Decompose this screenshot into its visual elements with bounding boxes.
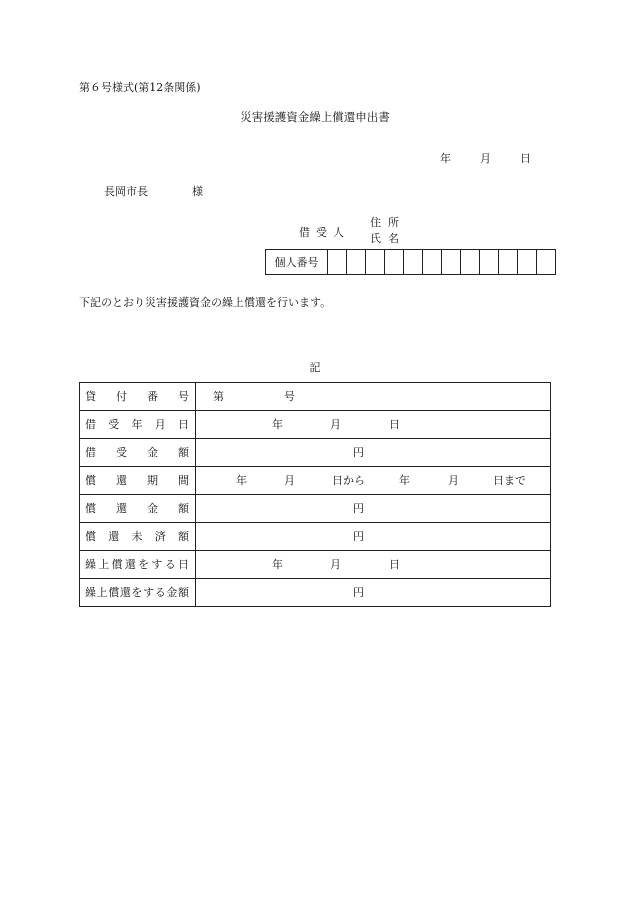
details-table: [79, 382, 551, 607]
value-text: 日: [389, 558, 400, 571]
ki-heading: 記: [309, 361, 321, 374]
value-text: 第: [213, 390, 224, 403]
row-value[interactable]: [196, 579, 551, 607]
value-text: 日まで: [493, 474, 526, 487]
my-number-box: [265, 249, 556, 275]
value-text: 日: [389, 418, 400, 431]
name-label: 氏名: [370, 232, 406, 245]
row-label: [80, 383, 196, 411]
row-label-text: 繰 上 償 還 を す る 金 額: [85, 586, 189, 599]
value-text: 号: [284, 390, 295, 403]
row-value[interactable]: [196, 467, 551, 495]
row-value[interactable]: [196, 523, 551, 551]
row-label-text: 償 還 未 済 額: [85, 530, 189, 543]
table-row: [80, 383, 551, 411]
value-text: 月: [284, 474, 295, 487]
row-label-text: 繰 上 償 還 を す る 日: [85, 558, 189, 571]
value-text: 年: [236, 474, 247, 487]
my-number-digit[interactable]: [461, 250, 480, 275]
borrower-label: 借受人: [299, 226, 350, 239]
value-text: 円: [353, 530, 364, 543]
row-label: [80, 467, 196, 495]
address-label: 住所: [370, 216, 406, 229]
table-row: [80, 551, 551, 579]
my-number-digit[interactable]: [537, 250, 556, 275]
row-value[interactable]: [196, 551, 551, 579]
date-day: 日: [520, 152, 531, 165]
addressee-name: 長岡市長: [104, 185, 148, 198]
row-value[interactable]: [196, 383, 551, 411]
date-line: [440, 153, 531, 164]
my-number-digit[interactable]: [442, 250, 461, 275]
table-row: [80, 411, 551, 439]
row-label-text: 借 受 年 月 日: [85, 418, 189, 431]
my-number-digit[interactable]: [385, 250, 404, 275]
my-number-digit[interactable]: [480, 250, 499, 275]
row-label-text: 償 還 金 額: [85, 502, 189, 515]
value-text: 日から: [332, 474, 365, 487]
addressee-honorific: 様: [192, 185, 203, 198]
value-text: 円: [353, 502, 364, 515]
row-label: [80, 523, 196, 551]
row-label: [80, 411, 196, 439]
row-label: [80, 579, 196, 607]
row-label: [80, 495, 196, 523]
my-number-digit[interactable]: [366, 250, 385, 275]
table-row: [80, 523, 551, 551]
date-month: 月: [480, 152, 491, 165]
addressee: [104, 186, 203, 197]
value-text: 月: [448, 474, 459, 487]
row-value[interactable]: [196, 495, 551, 523]
value-text: 円: [353, 446, 364, 459]
date-year: 年: [440, 152, 451, 165]
value-text: 年: [272, 558, 283, 571]
document-title: 災害援護資金繰上償還申出書: [240, 110, 390, 124]
value-text: 月: [330, 558, 341, 571]
my-number-digit[interactable]: [518, 250, 537, 275]
value-text: 月: [330, 418, 341, 431]
value-text: 円: [353, 586, 364, 599]
table-row: [80, 439, 551, 467]
statement-text: 下記のとおり災害援護資金の繰上償還を行います。: [79, 296, 332, 309]
my-number-label: 個人番号: [266, 250, 328, 275]
row-label: [80, 439, 196, 467]
my-number-digit[interactable]: [328, 250, 347, 275]
table-row: [80, 467, 551, 495]
value-text: 年: [399, 474, 410, 487]
my-number-digit[interactable]: [347, 250, 366, 275]
row-value[interactable]: [196, 411, 551, 439]
row-label-text: 償 還 期 間: [85, 474, 189, 487]
table-row: [80, 495, 551, 523]
my-number-digit[interactable]: [423, 250, 442, 275]
value-text: 年: [272, 418, 283, 431]
table-row: [80, 579, 551, 607]
row-label-text: 借 受 金 額: [85, 446, 189, 459]
my-number-digit[interactable]: [499, 250, 518, 275]
form-number: 第６号様式(第12条関係): [79, 81, 201, 94]
row-label: [80, 551, 196, 579]
my-number-digit[interactable]: [404, 250, 423, 275]
row-label-text: 貸 付 番 号: [85, 390, 189, 403]
row-value[interactable]: [196, 439, 551, 467]
